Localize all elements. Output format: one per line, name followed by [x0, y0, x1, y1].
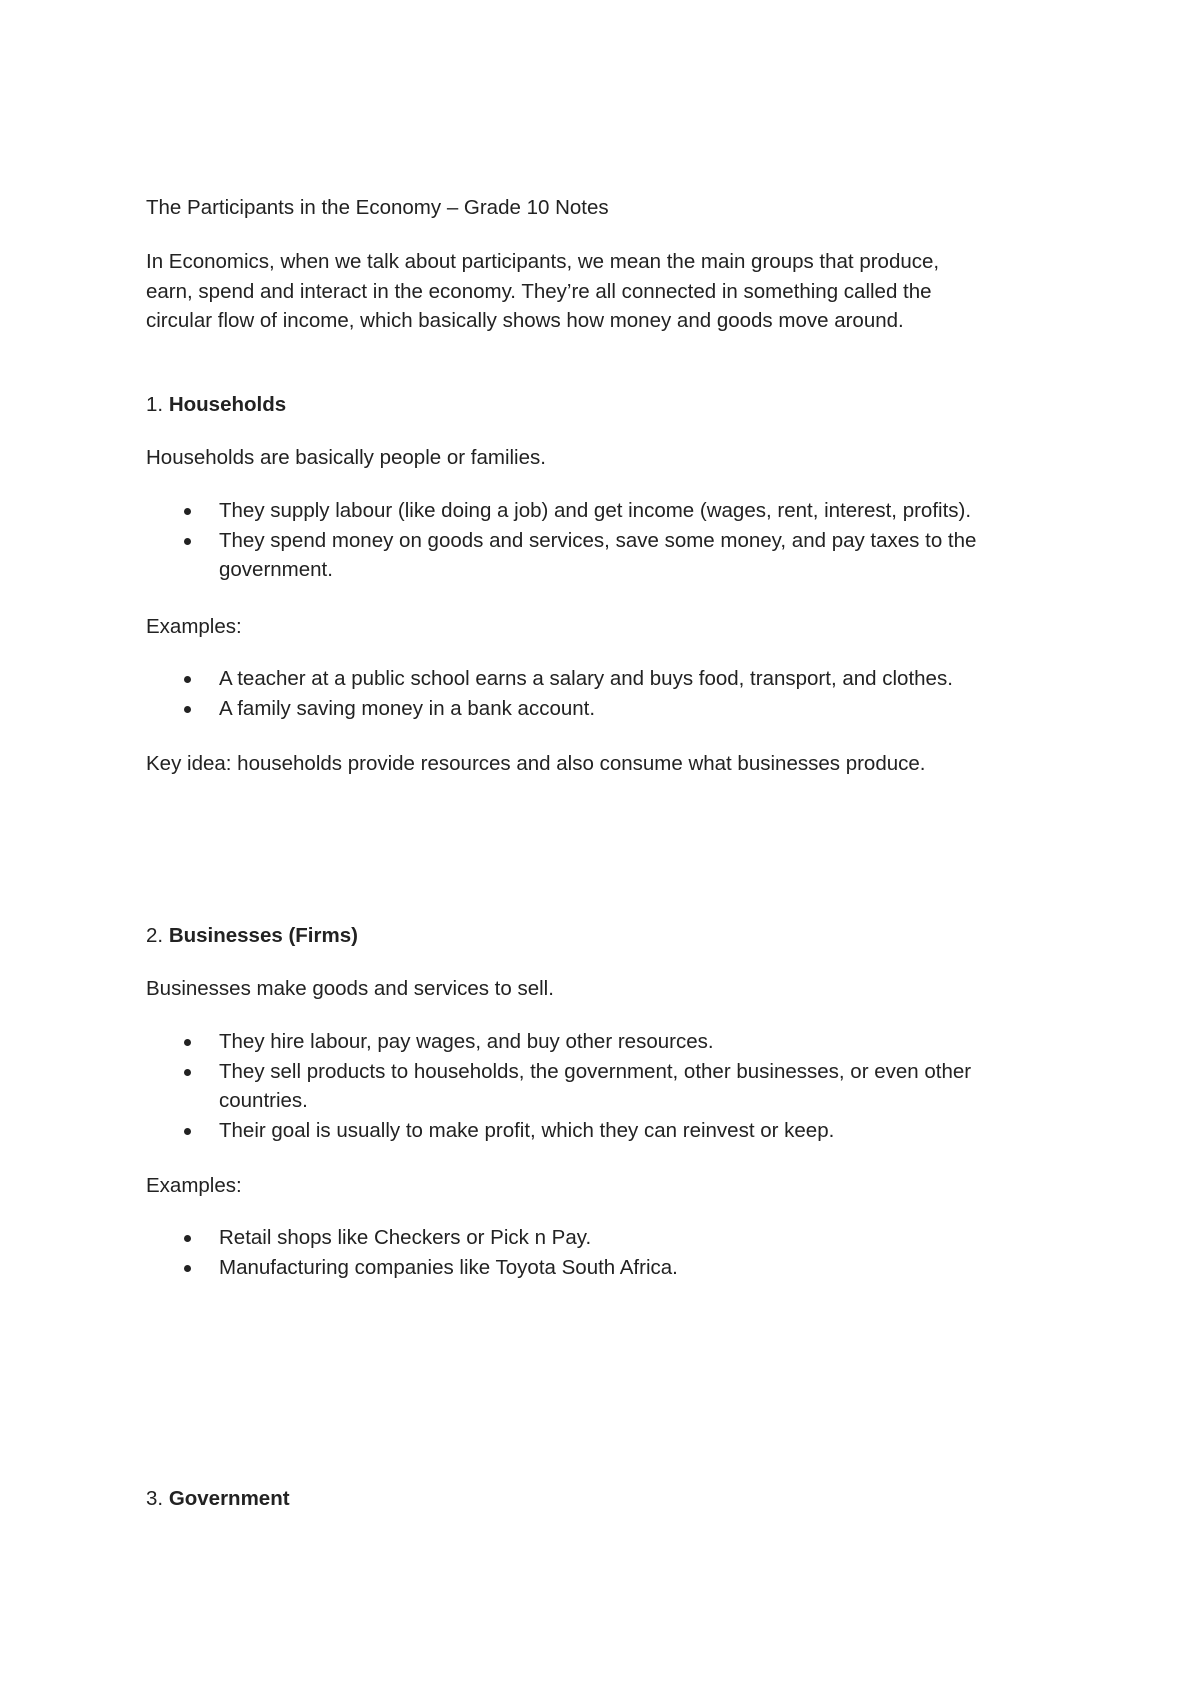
list-item — [146, 496, 1086, 526]
document-title: The Participants in the Economy – Grade 10 Notes — [146, 196, 609, 219]
list-item-text: They spend money on goods and services, save some money, and pay taxes to the — [219, 528, 977, 552]
examples-label: Examples: — [146, 615, 242, 638]
list-item — [146, 694, 1086, 724]
list-item-text: government. — [219, 558, 333, 581]
examples-list — [146, 1223, 1086, 1282]
intro-paragraph — [146, 247, 1046, 336]
list-item — [146, 1057, 1086, 1116]
bullet-list — [146, 1027, 1086, 1145]
bullet-icon — [184, 1069, 191, 1076]
section-description: Households are basically people or families. — [146, 446, 546, 469]
section-number: 1. — [146, 393, 164, 416]
bullet-icon — [184, 706, 191, 713]
section-number: 2. — [146, 924, 164, 947]
bullet-icon — [184, 1039, 191, 1046]
examples-list — [146, 664, 1086, 723]
list-item-text: Their goal is usually to make profit, which they can reinvest or keep. — [219, 1118, 835, 1142]
list-item-text: A family saving money in a bank account. — [219, 696, 596, 720]
list-item — [146, 1223, 1086, 1253]
bullet-icon — [184, 1235, 191, 1242]
list-item — [146, 1116, 1086, 1146]
section-title: Households — [168, 393, 287, 416]
list-item-text: countries. — [219, 1089, 308, 1112]
list-item — [146, 664, 1086, 694]
list-item-text: They sell products to households, the government, other businesses, or even other — [219, 1059, 972, 1083]
list-item-text: They hire labour, pay wages, and buy other resources. — [219, 1030, 714, 1053]
list-item-text: Retail shops like Checkers or Pick n Pay. — [219, 1226, 592, 1249]
bullet-icon — [184, 676, 191, 683]
bullet-icon — [184, 508, 191, 515]
key-idea: Key idea: households provide resources and also consume what businesses produce. — [146, 752, 926, 775]
section-title: Government — [168, 1487, 290, 1510]
bullet-icon — [184, 1265, 191, 1272]
section-heading-government — [146, 1484, 290, 1513]
list-item-text: A teacher at a public school earns a salary and buys food, transport, and clothes. — [219, 667, 953, 690]
bullet-icon — [184, 538, 191, 545]
list-item-text: They supply labour (like doing a job) and get income (wages, rent, interest, profits). — [219, 499, 972, 522]
section-description: Businesses make goods and services to sell. — [146, 977, 554, 1000]
bullet-list — [146, 496, 1086, 585]
list-item — [146, 526, 1086, 585]
list-item — [146, 1253, 1086, 1283]
section-title: Businesses (Firms) — [168, 924, 358, 947]
bullet-icon — [184, 1128, 191, 1135]
list-item-text: Manufacturing companies like Toyota South Africa. — [219, 1255, 678, 1279]
intro-line: earn, spend and interact in the economy. They’re all connected in something called the — [146, 279, 932, 303]
intro-line: circular flow of income, which basically shows how money and goods move around. — [146, 309, 904, 332]
list-item — [146, 1027, 1086, 1057]
examples-label: Examples: — [146, 1174, 242, 1197]
section-heading-businesses — [146, 921, 358, 950]
intro-line: In Economics, when we talk about participants, we mean the main groups that produce, — [146, 250, 940, 273]
section-number: 3. — [146, 1487, 164, 1510]
section-heading-households — [146, 390, 286, 419]
